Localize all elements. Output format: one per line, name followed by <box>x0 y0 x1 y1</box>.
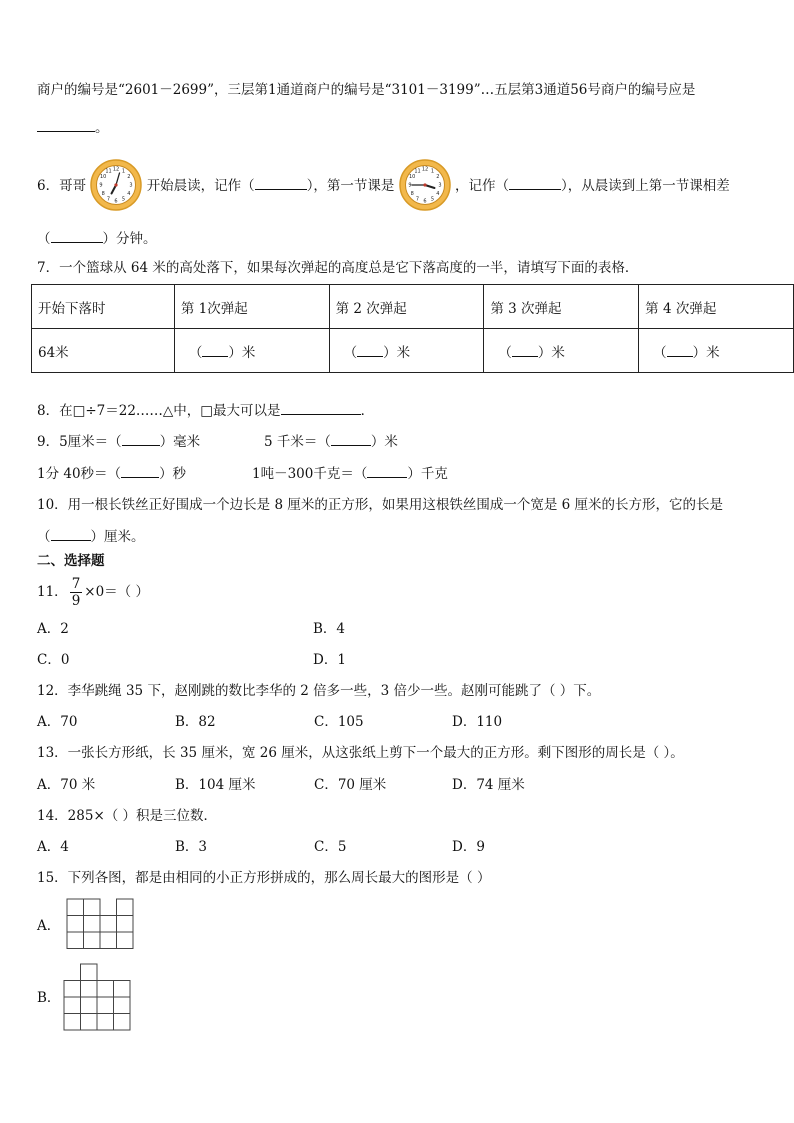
q14-text: 14．285×（ ）积是三位数． <box>37 808 218 824</box>
answer-blank[interactable] <box>667 342 693 357</box>
svg-text:2: 2 <box>435 173 440 180</box>
figure-a-grid <box>66 898 134 950</box>
paren-open: （ <box>653 344 667 361</box>
q6-line1 <box>37 160 730 213</box>
q10-paren-close: ）厘米。 <box>90 529 145 545</box>
q8-blank[interactable] <box>281 400 361 415</box>
paren-open: （ <box>343 344 358 361</box>
svg-text:2: 2 <box>127 173 131 180</box>
answer-blank[interactable] <box>202 342 228 357</box>
q15-option-a[interactable]: A． <box>37 918 61 934</box>
q12-option-d[interactable]: D．110 <box>452 714 503 730</box>
q7-text: 7．一个篮球从 64 米的高处落下，如果每次弹起的高度总是它下落高度的一半，请填写下面的表格． <box>37 260 639 276</box>
q11-option-b[interactable]: B．4 <box>313 621 346 637</box>
svg-text:7: 7 <box>107 195 111 202</box>
answer-blank[interactable] <box>357 342 383 357</box>
q9-a-end: ）毫米 <box>159 434 201 450</box>
q14-option-c[interactable]: C．5 <box>314 839 347 855</box>
table-cell <box>484 329 639 373</box>
q6-paren-open: （ <box>37 231 51 247</box>
q12-option-b[interactable]: B．82 <box>175 714 216 730</box>
table-header: 开始下落时 <box>32 285 175 329</box>
svg-text:3: 3 <box>129 182 133 189</box>
q6-prefix: 6．哥哥 <box>37 178 87 194</box>
q10-line2 <box>37 526 145 547</box>
table-header: 第 1次弹起 <box>174 285 329 329</box>
clock-icon <box>90 159 142 211</box>
table-cell <box>174 329 329 373</box>
q8-line <box>37 400 374 421</box>
svg-text:8: 8 <box>410 190 414 197</box>
q15-text: 15．下列各图，都是由相同的小正方形拼成的，那么周长最大的图形是（ ） <box>37 870 491 886</box>
figure-b-grid <box>63 963 131 1033</box>
q6-text4: ），从晨读到上第一节课相差 <box>561 178 730 194</box>
q12-option-c[interactable]: C．105 <box>314 714 364 730</box>
fraction <box>70 576 83 609</box>
svg-text:10: 10 <box>408 173 416 180</box>
q10-blank[interactable] <box>51 526 91 541</box>
q9-d: 1吨－300千克＝（ <box>252 466 368 482</box>
svg-text:1: 1 <box>122 168 126 174</box>
q12-text: 12．李华跳绳 35 下，赵刚跳的数比李华的 2 倍多一些，3 倍少一些。赵刚可能跳了（ ）下。 <box>37 683 601 699</box>
svg-text:4: 4 <box>435 190 440 197</box>
q6-text3: ，记作（ <box>455 178 510 194</box>
q8-text: 8．在□÷7＝22……△中，□最大可以是 <box>37 403 281 419</box>
svg-text:3: 3 <box>438 182 442 189</box>
q6-blank2[interactable] <box>509 175 561 190</box>
fraction-numerator: 7 <box>71 576 81 592</box>
q9-line1 <box>37 431 200 452</box>
q9-blank-a[interactable] <box>122 431 160 446</box>
paren-open: （ <box>188 344 203 361</box>
q9-c: 1分 40秒＝（ <box>37 466 122 482</box>
q9-b-end: ）米 <box>370 434 398 450</box>
q13-option-c[interactable]: C．70 厘米 <box>314 777 387 793</box>
q13-option-b[interactable]: B．104 厘米 <box>175 777 256 793</box>
paren-close: ）米 <box>537 344 565 361</box>
svg-text:1: 1 <box>430 168 434 174</box>
table-cell <box>329 329 484 373</box>
q11-prefix: 11． <box>37 584 68 600</box>
table-header: 第 2 次弹起 <box>329 285 484 329</box>
svg-text:10: 10 <box>100 173 107 180</box>
table-header: 第 3 次弹起 <box>484 285 639 329</box>
table-header: 第 4 次弹起 <box>639 285 794 329</box>
q11-line <box>37 574 149 610</box>
q9-line2 <box>37 463 186 484</box>
q9-c-end: ）秒 <box>159 466 187 482</box>
q9-d-end: ）千克 <box>407 466 448 482</box>
q5-answer-blank[interactable] <box>37 117 95 132</box>
q11-option-d[interactable]: D．1 <box>313 652 346 668</box>
q14-option-d[interactable]: D．9 <box>452 839 485 855</box>
paren-close: ）米 <box>228 344 256 361</box>
svg-text:8: 8 <box>101 190 106 197</box>
q6-text2: ），第一节课是 <box>306 178 395 194</box>
q9-blank-d[interactable] <box>367 463 407 478</box>
q14-option-a[interactable]: A．4 <box>37 839 69 855</box>
table-row <box>32 285 794 329</box>
q9-a: 9．5厘米＝（ <box>37 434 122 450</box>
svg-text:9: 9 <box>99 182 103 189</box>
answer-blank[interactable] <box>512 342 538 357</box>
svg-text:4: 4 <box>127 190 131 197</box>
svg-text:12: 12 <box>113 166 120 172</box>
q6-text1: 开始晨读，记作（ <box>146 178 255 194</box>
q13-option-d[interactable]: D．74 厘米 <box>452 777 525 793</box>
q5-line2 <box>37 117 109 138</box>
q11-rest: ×0＝（ ） <box>84 584 149 600</box>
q14-option-b[interactable]: B．3 <box>175 839 208 855</box>
q13-text: 13．一张长方形纸，长 35 厘米，宽 26 厘米，从这张纸上剪下一个最大的正方形。剩下图形的周长是（ ）。 <box>37 745 684 761</box>
q11-option-c[interactable]: C．0 <box>37 652 70 668</box>
q5-line1: 商户的编号是“2601－2699”，三层第1通道商户的编号是“3101－3199”…五层第3通道56号商户的编号应是 <box>37 82 696 98</box>
clock-icon <box>399 159 451 211</box>
q5-period: 。 <box>95 120 109 136</box>
table-cell: 64米 <box>32 329 175 373</box>
paren-close: ）米 <box>692 344 720 361</box>
q9-blank-c[interactable] <box>121 463 159 478</box>
svg-text:6: 6 <box>423 198 427 205</box>
q9-blank-b[interactable] <box>331 431 371 446</box>
table-row <box>32 329 794 373</box>
svg-text:11: 11 <box>414 168 421 174</box>
q8-end: ． <box>360 403 375 419</box>
q9-line2b <box>252 463 448 484</box>
section-heading: 二、选择题 <box>37 553 105 569</box>
svg-text:12: 12 <box>421 166 428 172</box>
svg-text:11: 11 <box>105 168 113 174</box>
q13-option-a[interactable]: A．70 米 <box>37 777 96 793</box>
q15-option-b[interactable]: B． <box>37 990 61 1006</box>
table-cell <box>639 329 794 373</box>
q10-line1: 10．用一根长铁丝正好围成一个边长是 8 厘米的正方形，如果用这根铁丝围成一个宽是 6 厘米的长方形，它的长是 <box>37 497 724 513</box>
q10-paren-open: （ <box>37 529 51 545</box>
svg-text:5: 5 <box>122 195 126 202</box>
paren-open: （ <box>498 344 512 361</box>
svg-text:5: 5 <box>430 195 434 202</box>
q11-option-a[interactable]: A．2 <box>37 621 69 637</box>
q12-option-a[interactable]: A．70 <box>37 714 78 730</box>
svg-text:9: 9 <box>408 182 412 189</box>
bounce-table <box>31 284 794 373</box>
q6-paren-close: ）分钟。 <box>102 231 157 247</box>
paren-close: ）米 <box>383 344 411 361</box>
q9-line1b <box>264 431 398 452</box>
q6-blank1[interactable] <box>255 175 307 190</box>
q6-blank3[interactable] <box>51 228 103 243</box>
fraction-denominator: 9 <box>71 593 81 609</box>
svg-text:6: 6 <box>114 198 118 205</box>
q9-b: 5 千米＝（ <box>264 434 331 450</box>
q6-line2 <box>37 228 157 249</box>
svg-text:7: 7 <box>415 195 419 202</box>
